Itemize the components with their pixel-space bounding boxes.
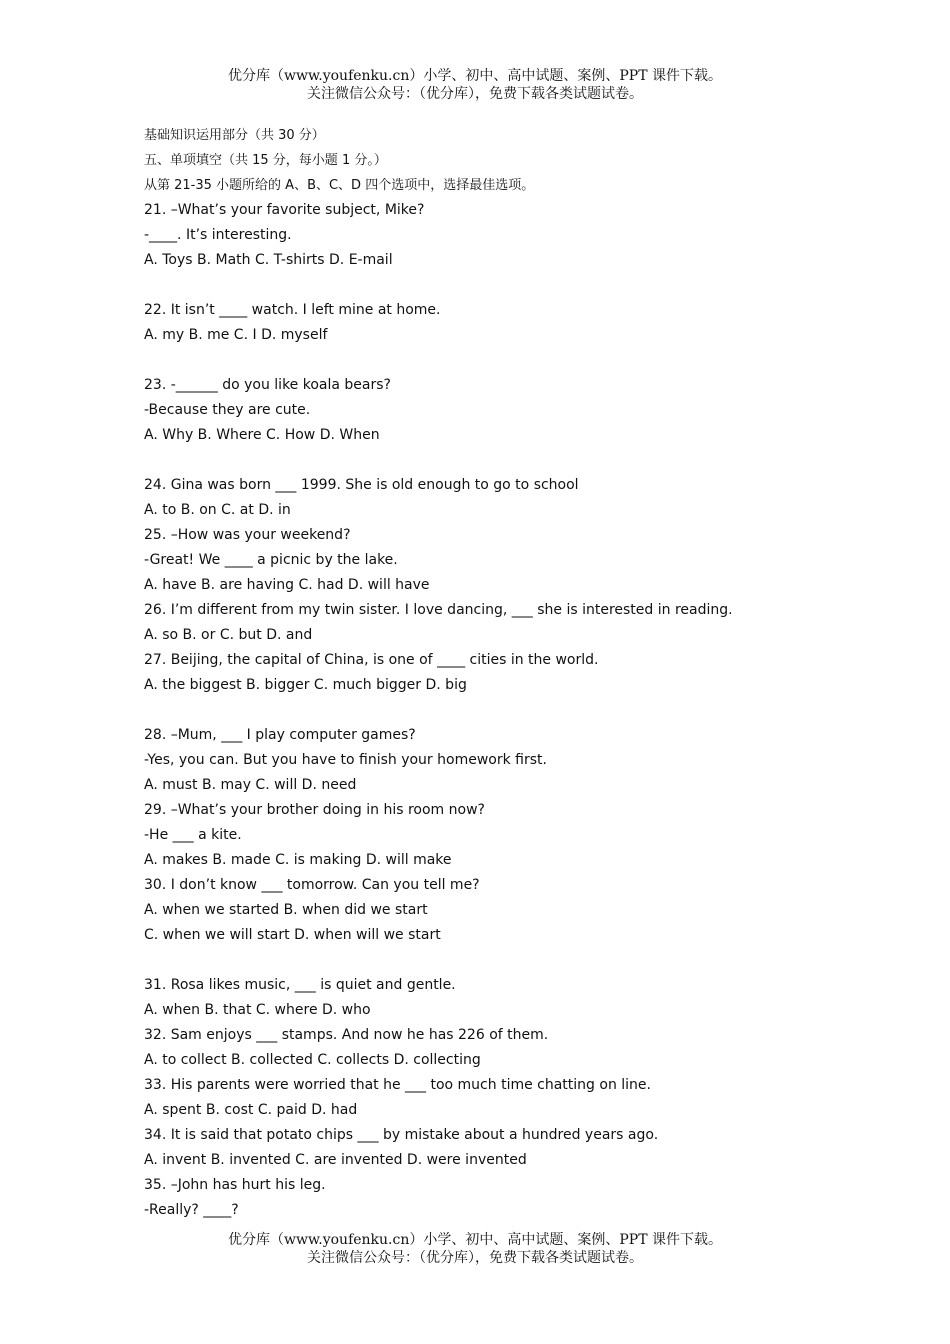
page-footer: [0, 1231, 950, 1267]
question-line: A. the biggest B. bigger C. much bigger D. big: [144, 677, 467, 693]
question-line: -____. It’s interesting.: [144, 227, 292, 243]
question-line: 34. It is said that potato chips ___ by mistake about a hundred years ago.: [144, 1127, 659, 1143]
question-line: A. must B. may C. will D. need: [144, 777, 357, 793]
question-line: 33. His parents were worried that he ___ too much time chatting on line.: [144, 1077, 651, 1093]
section-instruction: 从第 21-35 小题所给的 A、B、C、D 四个选项中，选择最佳选项。: [144, 178, 535, 193]
question-line: A. Why B. Where C. How D. When: [144, 427, 380, 443]
question-line: A. to B. on C. at D. in: [144, 502, 291, 518]
question-line: C. when we will start D. when will we start: [144, 927, 441, 943]
section-title: 基础知识运用部分（共 30 分）: [144, 128, 325, 143]
question-line: 29. –What’s your brother doing in his room now?: [144, 802, 485, 818]
question-line: 31. Rosa likes music, ___ is quiet and gentle.: [144, 977, 456, 993]
question-line: 22. It isn’t ____ watch. I left mine at home.: [144, 302, 441, 318]
blank-line: [144, 348, 924, 373]
question-section: [144, 123, 924, 1223]
question-line: 30. I don’t know ___ tomorrow. Can you tell me?: [144, 877, 480, 893]
question-line: -Because they are cute.: [144, 402, 311, 418]
question-line: -Yes, you can. But you have to finish your homework first.: [144, 752, 547, 768]
question-line: 28. –Mum, ___ I play computer games?: [144, 727, 416, 743]
question-line: 35. –John has hurt his leg.: [144, 1177, 326, 1193]
question-line: 27. Beijing, the capital of China, is one of ____ cities in the world.: [144, 652, 599, 668]
question-line: 25. –How was your weekend?: [144, 527, 351, 543]
footer-line-1: 优分库（www.youfenku.cn）小学、初中、高中试题、案例、PPT 课件下载。: [227, 1232, 722, 1248]
section-subtitle: 五、单项填空（共 15 分，每小题 1 分。）: [144, 153, 387, 168]
question-line: A. invent B. invented C. are invented D. were invented: [144, 1152, 527, 1168]
blank-line: [144, 273, 924, 298]
footer-line-2: 关注微信公众号：（优分库），免费下载各类试题试卷。: [307, 1250, 643, 1266]
question-line: A. when B. that C. where D. who: [144, 1002, 371, 1018]
question-line: -He ___ a kite.: [144, 827, 242, 843]
question-line: A. my B. me C. I D. myself: [144, 327, 328, 343]
question-line: -Really? ____?: [144, 1202, 239, 1218]
page-header: [0, 67, 950, 103]
question-line: A. spent B. cost C. paid D. had: [144, 1102, 358, 1118]
question-line: A. have B. are having C. had D. will have: [144, 577, 430, 593]
question-line: A. so B. or C. but D. and: [144, 627, 313, 643]
blank-line: [144, 698, 924, 723]
header-line-2: 关注微信公众号：（优分库），免费下载各类试题试卷。: [307, 86, 643, 102]
question-line: A. when we started B. when did we start: [144, 902, 428, 918]
question-line: A. Toys B. Math C. T-shirts D. E-mail: [144, 252, 393, 268]
question-line: 23. -______ do you like koala bears?: [144, 377, 391, 393]
question-line: 26. I’m different from my twin sister. I love dancing, ___ she is interested in reading.: [144, 602, 733, 618]
header-line-1: 优分库（www.youfenku.cn）小学、初中、高中试题、案例、PPT 课件下载。: [227, 68, 722, 84]
question-line: A. makes B. made C. is making D. will make: [144, 852, 452, 868]
blank-line: [144, 448, 924, 473]
question-line: -Great! We ____ a picnic by the lake.: [144, 552, 398, 568]
question-line: 24. Gina was born ___ 1999. She is old enough to go to school: [144, 477, 579, 493]
question-line: 21. –What’s your favorite subject, Mike?: [144, 202, 425, 218]
blank-line: [144, 948, 924, 973]
question-line: A. to collect B. collected C. collects D. collecting: [144, 1052, 481, 1068]
question-line: 32. Sam enjoys ___ stamps. And now he has 226 of them.: [144, 1027, 549, 1043]
question-list: [144, 198, 924, 1223]
